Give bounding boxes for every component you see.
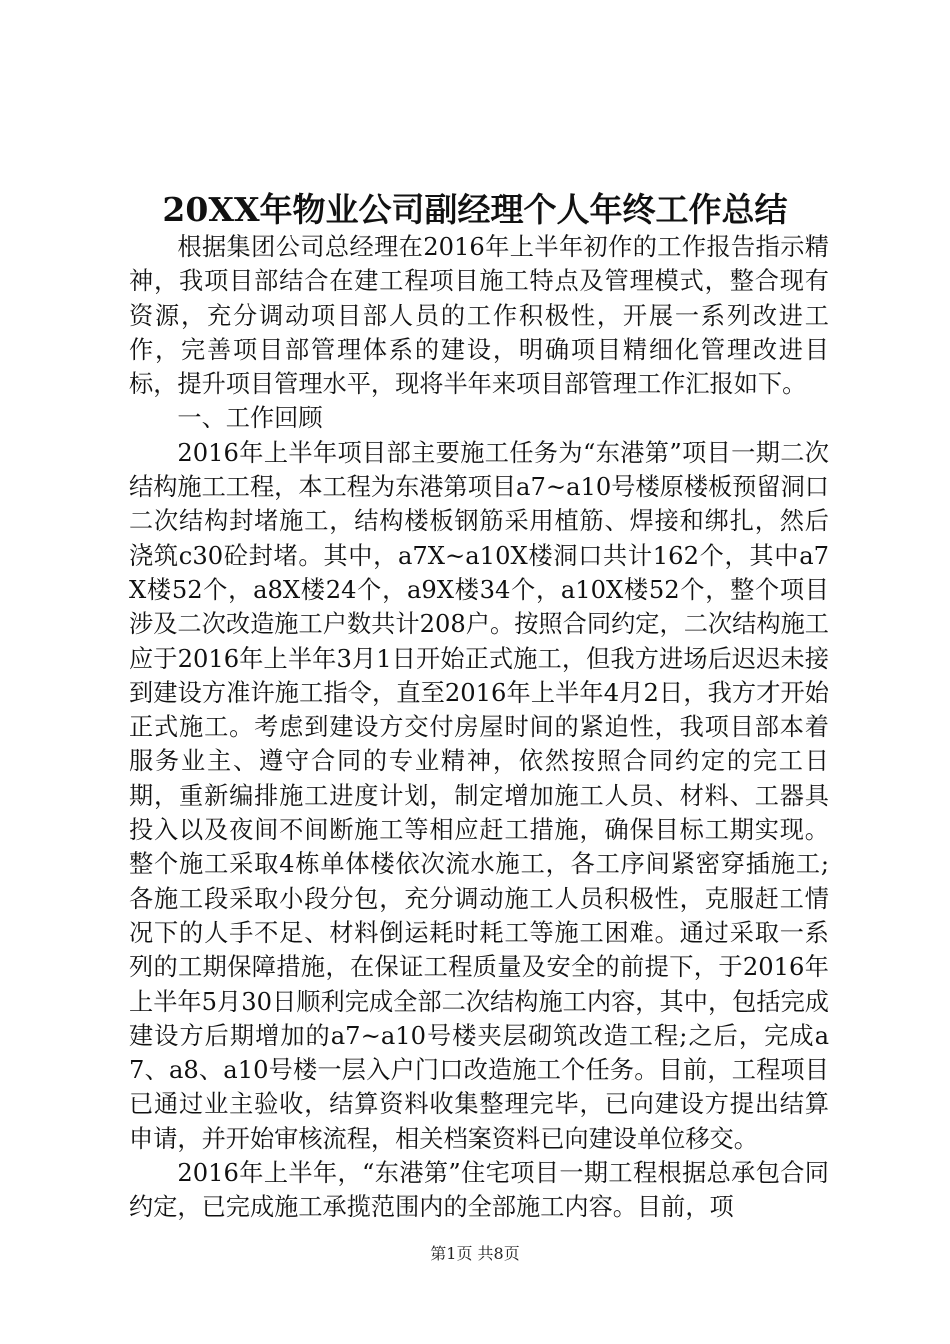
document-title: 20XX年物业公司副经理个人年终工作总结 <box>162 190 788 229</box>
document-body <box>129 230 829 1225</box>
work-review-paragraph: 2016年上半年项目部主要施工任务为“东港第”项目一期二次结构施工工程，本工程为东港第项目a7~a10号楼原楼板预留洞口二次结构封堵施工，结构楼板钢筋采用植筋、焊接和绑扎，然后浇筑c30砼封堵。其中，a7X~a10X楼洞口共计162个，其中a7X楼52个，a8X楼24个，a9X楼34个，a10X楼52个，整个项目涉及二次改造施工户数共计208户。按照合同约定，二次结构施工应于2016年上半年3月1日开始正式施工，但我方进场后迟迟未接到建设方准许施工指令，直至2016年上半年4月2日，我方才开始正式施工。考虑到建设方交付房屋时间的紧迫性，我项目部本着服务业主、遵守合同的专业精神，依然按照合同约定的完工日期，重新编排施工进度计划，制定增加施工人员、材料、工器具投入以及夜间不间断施工等相应赶工措施，确保目标工期实现。整个施工采取4栋单体楼依次流水施工，各工序间紧密穿插施工;各施工段采取小段分包，充分调动施工人员积极性，克服赶工情况下的人手不足、材料倒运耗时耗工等施工困难。通过采取一系列的工期保障措施，在保证工程质量及安全的前提下，于2016年上半年5月30日顺利完成全部二次结构施工内容，其中，包括完成建设方后期增加的a7~a10号楼夹层砌筑改造工程;之后，完成a7、a8、a10号楼一层入户门口改造施工个任务。目前，工程项目已通过业主验收，结算资料收集整理完毕，已向建设方提出结算申请，并开始审核流程，相关档案资料已向建设单位移交。 <box>129 438 829 1153</box>
section-heading: 一、工作回顾 <box>177 404 323 433</box>
project-status-paragraph: 2016年上半年，“东港第”住宅项目一期工程根据总承包合同约定，已完成施工承揽范围内的全部施工内容。目前，项 <box>129 1159 829 1222</box>
page-number-footer: 第1页 共8页 <box>430 1244 520 1263</box>
intro-paragraph: 根据集团公司总经理在2016年上半年初作的工作报告指示精神，我项目部结合在建工程项目施工特点及管理模式，整合现有资源，充分调动项目部人员的工作积极性，开展一系列改进工作，完善项目部管理体系的建设，明确项目精细化管理改进目标，提升项目管理水平，现将半年来项目部管理工作汇报如下。 <box>129 233 829 399</box>
